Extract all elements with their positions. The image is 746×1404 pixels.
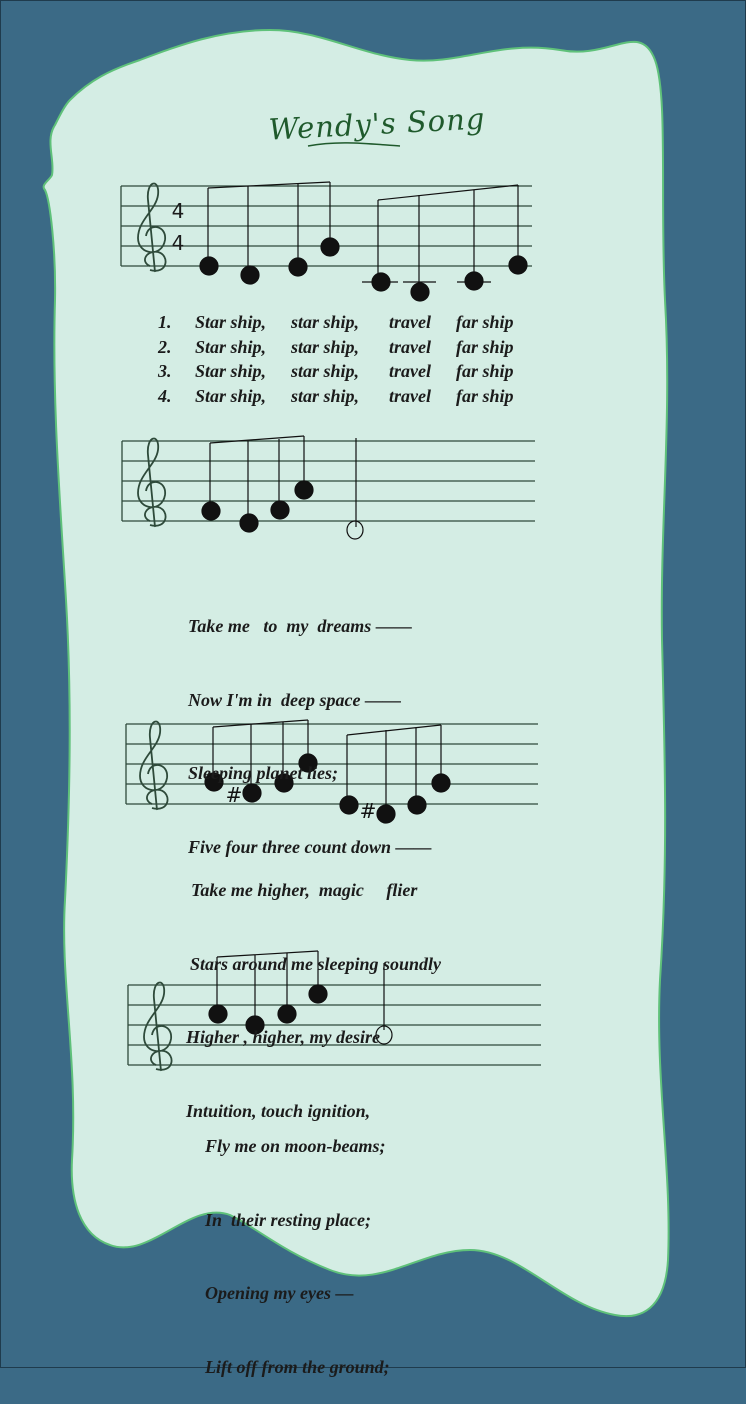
lyric-line: Intuition, touch ignition, [186, 1100, 371, 1121]
note [289, 258, 307, 276]
verse-word: far ship [456, 336, 514, 357]
lyric-line: Opening my eyes — [205, 1283, 354, 1303]
note [321, 238, 339, 256]
verse-word: Star ship, [195, 385, 267, 406]
verse-word: star ship, [291, 312, 360, 332]
note [271, 501, 289, 519]
note [295, 481, 313, 499]
note [432, 774, 450, 792]
lyric-line: Now I'm in deep space —— [188, 689, 401, 710]
verse-word: far ship [456, 312, 514, 332]
lyric-line: Higher , higher, my desire [186, 1027, 381, 1047]
verse-word: far ship [456, 361, 514, 381]
lyric-line: Stars around me sleeping soundly [190, 953, 442, 974]
note [240, 514, 258, 532]
lyric-line: Five four three count down —— [188, 836, 432, 857]
note [509, 256, 527, 274]
lyric-line: Lift off from the ground; [205, 1356, 390, 1377]
lyric-line: Sleeping planet lies; [188, 763, 338, 783]
verse-word: Star ship, [195, 312, 267, 332]
note [200, 257, 218, 275]
verse-word: Star ship, [195, 361, 267, 381]
verse-word: Star ship, [195, 336, 267, 357]
sharp-icon: # [225, 783, 243, 807]
song-title: Wendy's Song [267, 101, 487, 147]
verse-word: travel [389, 385, 431, 406]
note [241, 266, 259, 284]
verse-number: 4. [158, 385, 172, 406]
note [202, 502, 220, 520]
note [411, 283, 429, 301]
verse-number: 2. [158, 336, 172, 357]
lyric-line: Take me to my dreams —— [188, 616, 412, 636]
verse-word: travel [389, 361, 431, 381]
verse-word: star ship, [291, 385, 360, 406]
note [465, 272, 483, 290]
verse-word: travel [389, 336, 431, 357]
verse-number: 3. [158, 361, 172, 381]
verse-word: star ship, [291, 361, 360, 381]
time-signature-bottom: 4 [171, 231, 185, 255]
verse-number: 1. [158, 312, 172, 332]
time-signature-top: 4 [171, 199, 185, 223]
stanza-4 [205, 1085, 390, 1404]
verse-word: far ship [456, 385, 514, 406]
note [372, 273, 390, 291]
lyric-line: Fly me on moon-beams; [205, 1136, 386, 1156]
verse-word: travel [389, 312, 431, 332]
lyric-line: Take me higher, magic flier [191, 880, 418, 900]
verse-word: star ship, [291, 336, 360, 357]
sharp-icon: # [359, 799, 377, 823]
lyric-line: In their resting place; [205, 1209, 372, 1230]
